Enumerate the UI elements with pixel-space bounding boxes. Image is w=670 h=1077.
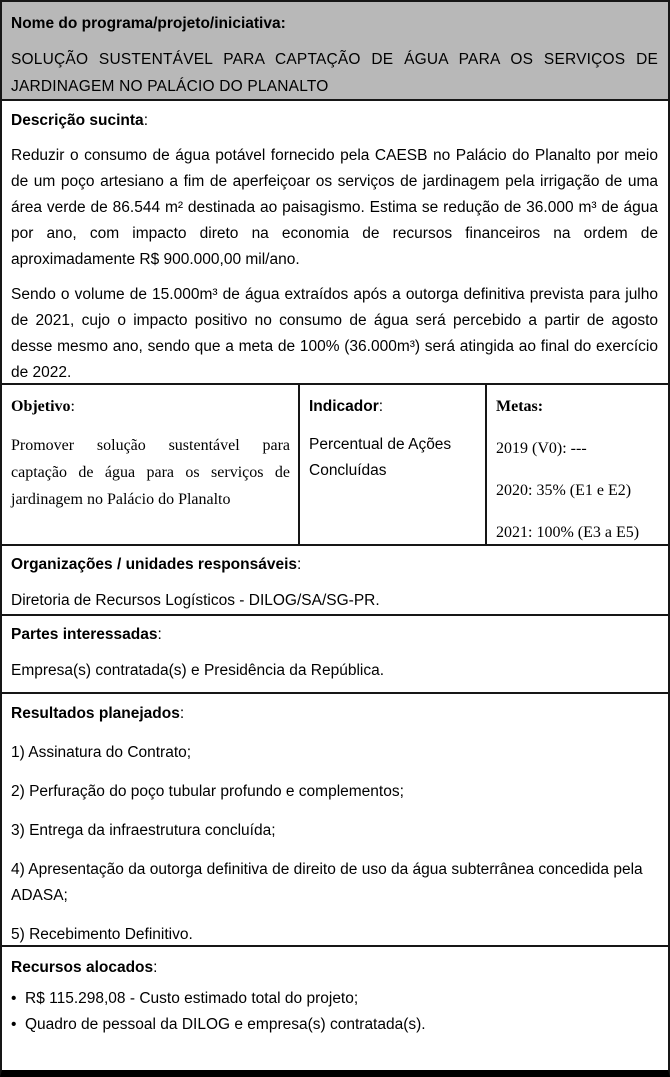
objective-text: Promover solução sustentável para captação de água para os serviços de jardinagem no Palácio do Planalto (11, 437, 290, 509)
colon: : (537, 398, 544, 416)
organizations-label-text: Organizações / unidades responsáveis (11, 556, 298, 574)
stakeholders-label (11, 622, 658, 648)
colon: : (378, 398, 384, 416)
allocated-resources-label (11, 955, 658, 981)
colon: : (280, 15, 286, 32)
bullet-icon: • (11, 990, 17, 1007)
result-item: 2) Perfuração do poço tubular profundo e complementos; (11, 782, 404, 800)
description-row (2, 99, 668, 383)
result-item: 4) Apresentação da outorga definitiva de direito de uso da água subterrânea concedida pela ADASA; (11, 860, 643, 904)
program-name-label-text: Nome do programa/projeto/iniciativa (11, 15, 281, 32)
resource-item-text: Quadro de pessoal da DILOG e empresa(s) contratada(s). (25, 1016, 426, 1033)
resource-item (11, 1012, 658, 1038)
stakeholders-row (2, 614, 668, 692)
description-label (11, 108, 658, 134)
allocated-resources-label-text: Recursos alocados (11, 959, 154, 976)
indicator-text: Percentual de Ações Concluídas (309, 436, 452, 480)
goal-item: 2019 (V0): --- (496, 440, 587, 458)
description-label-text: Descrição sucinta (11, 112, 144, 130)
resource-item (11, 986, 658, 1012)
objective-label-text: Objetivo (11, 398, 71, 416)
description-paragraph: Reduzir o consumo de água potável fornecido pela CAESB no Palácio do Planalto por meio de um poço artesiano a fim de aperfeiçoar os serviços de jardinagem pela irrigação de uma área verde de 86.544 m² destinada ao paisagismo. Estima se redução de 36.000 m³ de água por ano, com impacto direto na economia de recursos financeiros na ordem de aproximadamente R$ 900.000,00 mil/ano. (11, 147, 658, 269)
colon: : (143, 112, 148, 130)
indicator-label-text: Indicador (309, 398, 379, 416)
planned-results-row (2, 692, 668, 945)
bullet-icon: • (11, 1016, 17, 1033)
program-name-row (2, 2, 668, 99)
organizations-label (11, 552, 658, 578)
result-item: 3) Entrega da infraestrutura concluída; (11, 821, 276, 839)
goals-label-text: Metas (496, 398, 538, 416)
goal-item: 2020: 35% (E1 e E2) (496, 482, 632, 500)
objective-cell (2, 385, 298, 544)
goal-item: 2021: 100% (E3 a E5) (496, 524, 640, 542)
indicator-label (309, 394, 477, 420)
program-name-label (11, 11, 658, 37)
indicator-cell (298, 385, 485, 544)
stakeholders-text: Empresa(s) contratada(s) e Presidência da República. (11, 661, 385, 679)
planned-results-label (11, 701, 658, 727)
allocated-resources-row (2, 945, 668, 1070)
program-title: SOLUÇÃO SUSTENTÁVEL PARA CAPTAÇÃO DE ÁGUA PARA OS SERVIÇOS DE JARDINAGEM NO PALÁCIO DO PLANALTO (11, 51, 658, 95)
colon: : (297, 556, 302, 574)
colon: : (157, 625, 162, 643)
goals-label (496, 394, 660, 420)
objective-label (11, 394, 290, 420)
result-item: 1) Assinatura do Contrato; (11, 743, 192, 761)
organizations-text: Diretoria de Recursos Logísticos - DILOG/SA/SG-PR. (11, 592, 380, 610)
result-item: 5) Recebimento Definitivo. (11, 925, 193, 943)
objective-indicator-goals-row (2, 383, 668, 544)
colon: : (179, 704, 185, 722)
planned-results-label-text: Resultados planejados (11, 704, 180, 722)
colon: : (70, 398, 75, 416)
stakeholders-label-text: Partes interessadas (11, 625, 158, 643)
colon: : (153, 959, 158, 976)
resources-list (11, 986, 658, 1038)
goals-cell (485, 385, 668, 544)
description-paragraph: Sendo o volume de 15.000m³ de água extraídos após a outorga definitiva prevista para julho de 2021, cujo o impacto positivo no consumo de água será percebido a partir de agosto desse mesmo ano, sendo que a meta de 100% (36.000m³) será atingida ao final do exercício de 2022. (11, 286, 658, 382)
organizations-row (2, 544, 668, 613)
resource-item-text: R$ 115.298,08 - Custo estimado total do projeto; (25, 990, 359, 1007)
